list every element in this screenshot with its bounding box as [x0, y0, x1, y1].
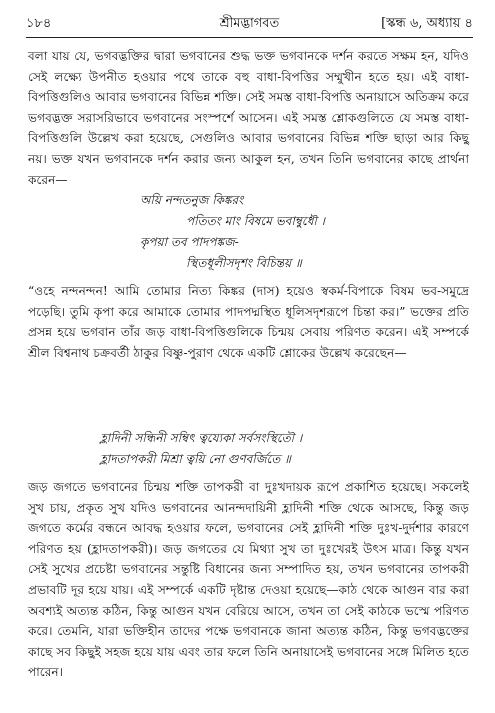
- paragraph-text: “ওহে নন্দনন্দন! আমি তোমার নিত্য কিঙ্কর (দাস) হয়েও স্বকর্ম-বিপাকে বিষম ভব-সমুদ্রে পড়েছি। তুমি কৃপা করে আমাকে তোমার পাদপদ্মস্থিত ধূলিসদৃশরূপে চিন্তা কর।” ভক্তের প্রতি প্রসন্ন হয়ে ভগবান তাঁর জড় বাধা-বিপত্তিগুলিকে চিন্ময় সেবায় পরিণত করেন। এই সম্পর্কে শ্রীল বিশ্বনাথ চক্রবর্তী ঠাকুর বিষ্ণু-পুরাণ থেকে একটি শ্লোকের উল্লেখ করেছেন—: [28, 284, 469, 360]
- page-number: ১৮৪: [26, 16, 52, 31]
- verse-line: কৃপয়া তব পাদপঙ্কজ-: [140, 235, 239, 249]
- verse-line: অয়ি নন্দতনুজ কিঙ্করং: [140, 193, 244, 207]
- verse-line: হ্লাদতাপকরী মিশ্রা ত্বয়ি নো গুণবর্জিতে ॥: [100, 452, 291, 466]
- purport-paragraph-2: [28, 281, 469, 363]
- header-rule: [26, 37, 473, 38]
- verse-line: হ্লাদিনী সন্ধিনী সম্বিৎ ত্বয্যেকা সর্বসংস্থিতৌ ।: [100, 431, 303, 445]
- purport-paragraph-1: [28, 46, 469, 190]
- verse-line: পতিতং মাং বিষমে ভবাম্বুধৌ ।: [186, 214, 325, 228]
- verse-line: স্থিতধূলীসদৃশং বিচিন্তয় ॥: [186, 256, 302, 270]
- running-header: [26, 14, 473, 34]
- purport-paragraph-3: [28, 477, 469, 683]
- chapter-reference: [স্কন্ধ ৬, অধ্যায় ৪: [381, 16, 473, 31]
- paragraph-text: বলা যায় যে, ভগবদ্ভক্তির দ্বারা ভগবানের শুদ্ধ ভক্ত ভগবানকে দর্শন করতে সক্ষম হন, যদিও সেই লক্ষ্যে উপনীত হওয়ার পথে তাকে বহু বাধা-বিপত্তির সম্মুখীন হতে হয়। এই বাধা-বিপত্তিগুলিও আবার ভগবানের বিভিন্ন শক্তি। সেই সমস্ত বাধা-বিপত্তি অনায়াসে অতিক্রম করে ভগবদ্ভক্ত সরাসরিভাবে ভগবানের সংস্পর্শে আসেন। এই সমস্ত শ্লোকগুলিতে যে সমস্ত বাধা-বিপত্তিগুলি উল্লেখ করা হয়েছে, সেগুলিও আবার ভগবানের বিভিন্ন শক্তি ছাড়া আর কিছু নয়। ভক্ত যখন ভগবানকে দর্শন করার জন্য আকুল হন, তখন তিনি ভগবানের কাছে প্রার্থনা করেন—: [28, 49, 469, 187]
- book-title: শ্রীমদ্ভাগবত: [219, 16, 280, 31]
- paragraph-text: জড় জগতে ভগবানের চিন্ময় শক্তি তাপকরী বা দুঃখদায়ক রূপে প্রকাশিত হয়েছে। সকলেই সুখ চায়, প্রকৃত সুখ যদিও ভগবানের আনন্দদায়িনী হ্লাদিনী শক্তি থেকে আসছে, কিন্তু জড় জগতে কর্মের বন্ধনে আবদ্ধ হওয়ার ফলে, ভগবানের সেই হ্লাদিনী শক্তি দুঃখ-দুর্দশার কারণে পরিণত হয় (হ্লাদতাপকরী)। জড় জগতের যে মিথ্যা সুখ তা দুঃখেরই উৎস মাত্র। কিন্তু যখন সেই সুখের প্রচেষ্টা ভগবানের সন্তুষ্টি বিধানের জন্য সম্পাদিত হয়, তখন ভগবানের তাপকরী প্রভাবটি দূর হয়ে যায়। এই সম্পর্কে একটি দৃষ্টান্ত দেওয়া হয়েছে—কাঠ থেকে আগুন বার করা অবশ্যই অত্যন্ত কঠিন, কিন্তু আগুন যখন বেরিয়ে আসে, তখন তা সেই কাঠকে ভস্মে পরিণত করে। তেমনি, যারা ভক্তিহীন তাদের পক্ষে ভগবানকে জানা অত্যন্ত কঠিন, কিন্তু ভগবদ্ভক্তের কাছে সব কিছুই সহজ হয়ে যায় এবং তার ফলে তিনি অনায়াসেই ভগবানের সঙ্গে মিলিত হতে পারেন।: [28, 480, 469, 680]
